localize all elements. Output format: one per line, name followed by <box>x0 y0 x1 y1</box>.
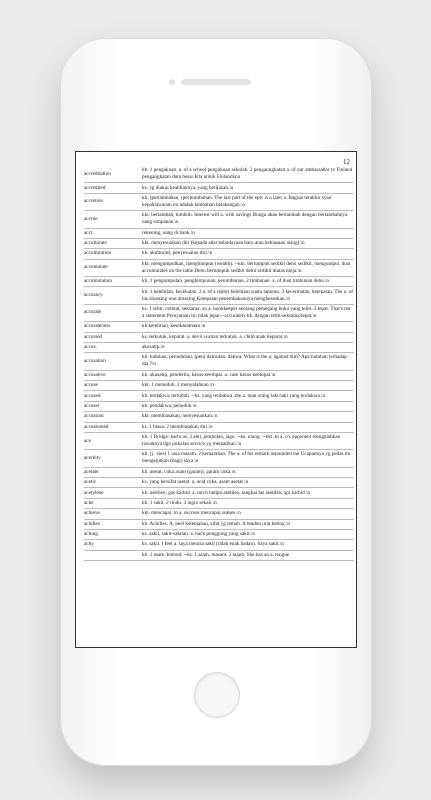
entry-word: accumulate <box>84 264 108 271</box>
dictionary-entry <box>84 239 354 249</box>
dictionary-entry <box>84 540 354 550</box>
entry-definition: kb. 1 asam, kemud. --ks. 1 asam, masam. 2 tajam. She has an a. tongue <box>142 551 290 558</box>
entry-definition: kkt. 1 menuduh. 2 menyalahkan.\n <box>142 382 214 389</box>
entry-word: accuracy <box>84 292 103 299</box>
entry-definition: kkt. mengumpulkan, menghimpun (wealth). --kki. bertumpuk sedikit demi sedikit, mengumpul. dust accumulates on the table Debu bertumpuk sedikit demi sedikit diatas meja.\n <box>142 260 351 274</box>
dictionary-entry <box>84 194 354 211</box>
entry-definition: kkt. mencapai. to a. success mencapai sukses.\n <box>142 510 241 517</box>
entry-word: accurateness <box>84 323 111 330</box>
entry-definition: kb. Achilles. A. heel kelemahan, sifat yg lemah. A tendon urat keting.\n <box>142 520 290 527</box>
dictionary-entry <box>84 249 354 259</box>
entry-word: accredited <box>84 184 106 191</box>
dictionary-entry <box>84 412 354 422</box>
dictionary-entry <box>84 183 354 193</box>
entry-definition: rekening, uang di bank.\n <box>142 229 195 236</box>
dictionary-entry <box>84 509 354 519</box>
entry-definition: akusatip.\n <box>142 344 165 351</box>
entry-definition: kb. asetilen, gas karbid. a. torch lampu asetilen, tangkai las asetilen, api karbid.\n <box>142 489 311 496</box>
entry-word: acerbity <box>84 454 101 461</box>
entry-word: accus. <box>84 344 97 351</box>
camera-icon <box>169 79 175 85</box>
entry-definition: kki. bertambah, tumbuh. Interest will a. with savings Bunga akan bertambah dengan bertambahnya uang simpanan.\n <box>142 212 348 226</box>
entry-definition: kb. 1 Bridge: kartu as. 2 ahli, jempolan, jago. --ks. ulung. --kkt. to a. o's opponent mengalahkan lawannya dgn pukulan service yg mematikan.\n <box>142 434 341 448</box>
dictionary-entry <box>84 211 354 228</box>
entry-definition: kb ketelitian, kesekasamaan.\n <box>142 323 206 330</box>
entry-word: accused <box>84 392 101 399</box>
dictionary-entry <box>84 371 354 381</box>
dictionary-entry <box>84 402 354 412</box>
dictionary-entry <box>84 353 354 370</box>
dictionary-entry <box>84 287 354 304</box>
entry-definition: kb. (pertambahan, (per)tumbuhan. The last part of the epic is a later a. Bagian terakhir syair kepahlawanan itu adalah tambahan belakangan.\n <box>142 194 332 208</box>
entry-definition: kb. pendakwa, penuduh.\n <box>142 402 197 409</box>
entry-word: accuser <box>84 402 100 409</box>
entry-word: accustom <box>84 413 104 420</box>
entry-word: accumulation <box>84 278 112 285</box>
home-button[interactable] <box>194 672 240 718</box>
entry-word: acetylene <box>84 489 104 496</box>
entry-definition: ks. yg diakui keahliannya, yang berijazah.\n <box>142 184 234 191</box>
entry-word: ace <box>84 437 91 444</box>
entry-word: acculturation <box>84 250 112 257</box>
dictionary-entry <box>84 166 354 183</box>
dictionary-entry <box>84 488 354 498</box>
dictionary-list <box>84 166 354 561</box>
dictionary-entry <box>84 433 354 450</box>
entry-word: accrue <box>84 215 98 222</box>
page-number: 12 <box>343 158 350 166</box>
dictionary-entry <box>84 381 354 391</box>
entry-definition: ks. 1 biasa. 2 membiasakan diri.\n <box>142 423 213 430</box>
entry-word: accursed <box>84 333 103 340</box>
entry-word: achieve <box>84 510 100 517</box>
entry-definition: ks. sakit, sakit-sakitan. a. back punggung yang sakit.\n <box>142 531 255 538</box>
dictionary-entry <box>84 499 354 509</box>
entry-definition: kkt. menyesuaikan diri (kepada adat kebudayaan baru atau kebiasaan asing).\n <box>142 240 305 247</box>
dictionary-entry <box>84 551 354 561</box>
entry-word: accurate <box>84 309 102 316</box>
entry-definition: kb. terdakwa, tertuduh. --ks. yang terdakwa. the a. man orang laki-laki yang terdakwa.\n <box>142 392 326 399</box>
dictionary-entry <box>84 260 354 277</box>
entry-definition: kb. 1 sakit. 2 rindu. 3 ingin sekali.\n <box>142 499 217 506</box>
dictionary-entry <box>84 478 354 488</box>
entry-definition: kb. tuduhan, penuduhan, (pen) dakwaan, dakwa. What is the a. against him? Apa tuduhan terhadap dia ?\n <box>142 354 347 368</box>
dictionary-entry <box>84 305 354 322</box>
entry-word: accuse <box>84 382 98 389</box>
entry-definition: ks. yang bersifat asetat. a. acid cuka, asam asetat.\n <box>142 479 249 486</box>
entry-word: accretion <box>84 198 104 205</box>
dictionary-entry <box>84 229 354 239</box>
entry-definition: kkt. membiasakan, menyesuaikan.\n <box>142 413 218 420</box>
dictionary-entry <box>84 391 354 401</box>
entry-definition: ks. terkutuk, keparat. a. devil syaitan terkutuk. a. child anak keparat.\n <box>142 333 288 340</box>
dictionary-entry <box>84 450 354 467</box>
document-page[interactable] <box>75 151 357 648</box>
dictionary-entry <box>84 520 354 530</box>
dictionary-entry <box>84 530 354 540</box>
entry-definition: ks. 1 teliti, cermat, seksama. an a. bookkeeper seorang pemegang buku yang teliti. 2 tepat. That's not a statement Pernyataan itu tidak tepat.--accurately kk. dengan teliti/seksama/tepat.\n <box>142 305 351 319</box>
entry-definition: kb. akulturasi, penyesuaian diri.\n <box>142 250 213 257</box>
dictionary-entry <box>84 468 354 478</box>
entry-definition: kb. (j. -ties) 1 rasa masam. 2 kemarahan. The a. of his remark astounded me Ucapannya yg pedas itu mengejutkan (bagi) saya.\n <box>142 451 351 465</box>
entry-word: acetic <box>84 479 97 486</box>
entry-word: achy <box>84 541 94 548</box>
entry-word: achilles <box>84 520 100 527</box>
entry-word: accusative <box>84 371 106 378</box>
entry-word: acculturate <box>84 240 107 247</box>
entry-word: accreditation <box>84 170 111 177</box>
entry-word: acetate <box>84 468 99 475</box>
entry-definition: kb. asetat, cuka asam (garam), garam cuka.\n <box>142 468 236 475</box>
speaker-grille <box>181 79 251 85</box>
dictionary-entry <box>84 343 354 353</box>
entry-word: accusation <box>84 357 106 364</box>
entry-definition: ks. sakit. I feel a. saya merasa sakit (tidak enak badan). Saya sakit.\n <box>142 541 284 548</box>
entry-definition: kb. 1 pengakuan. a. of a school pengakuan sekolah. 2 penganngkatan a. of our ambassador to Finland pengangkatan duta besar kita untuk Finlandia\n <box>142 167 353 181</box>
entry-word: aching <box>84 531 98 538</box>
entry-definition: kb. 1 ketelitian, kecekatan. 2 a. of a report ketelitian suatu laporan. 3 kecermatan, ketepatan. The a. of his shooting was amazing Ketepatan penembakannya mengherankan.\n <box>142 288 353 302</box>
entry-definition: kb. 1 pengumpulan, penghimpunan, penimbunan. 2 timbunan. a. of dust timbunan debu.\n <box>142 278 330 285</box>
dictionary-entry <box>84 333 354 343</box>
entry-word: accustomed <box>84 423 109 430</box>
entry-word: ache <box>84 499 94 506</box>
entry-word: acct. <box>84 229 94 236</box>
dictionary-entry <box>84 277 354 287</box>
entry-word <box>84 552 142 559</box>
dictionary-entry <box>84 322 354 332</box>
dictionary-entry <box>84 423 354 433</box>
entry-definition: kb. akusatip, penderita, kasus keempat. a. case kasus keempat.\n <box>142 371 276 378</box>
